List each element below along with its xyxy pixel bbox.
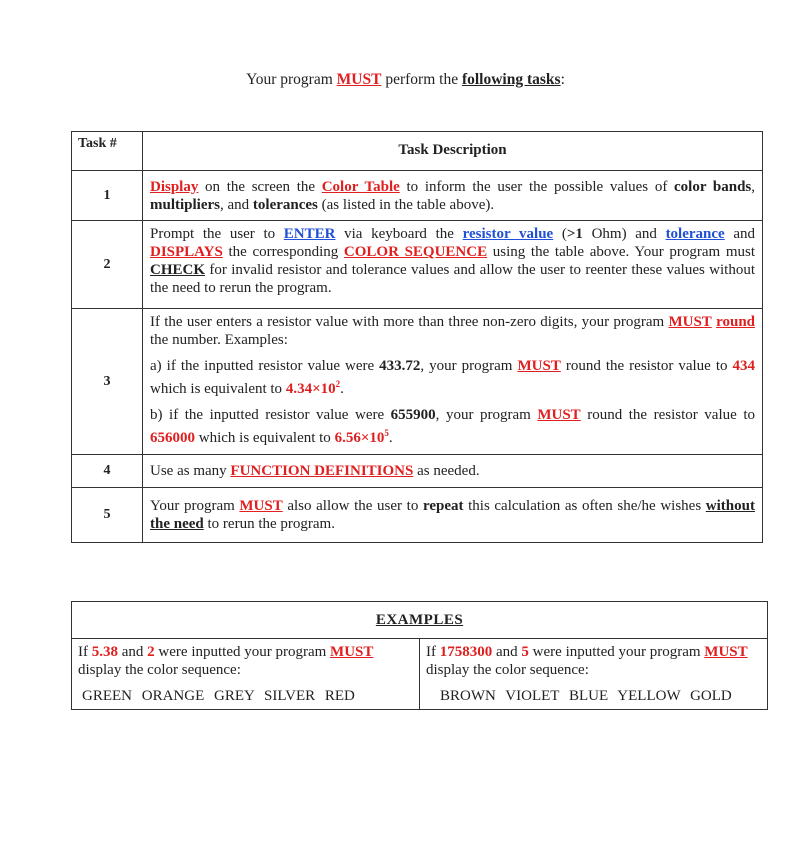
value: 433.72 — [379, 358, 421, 374]
text: b) if the inputted resistor value were — [150, 407, 391, 423]
text: were inputted your program — [528, 644, 705, 660]
text: . — [388, 430, 393, 446]
task-description — [143, 171, 763, 221]
text: display the color sequence: — [426, 662, 589, 678]
task-description — [143, 221, 763, 309]
kw-color-sequence: COLOR SEQUENCE — [343, 244, 488, 260]
text: . — [340, 381, 344, 397]
task-description — [143, 309, 763, 455]
task-row-2 — [72, 221, 763, 309]
text: If the user enters a resistor value with more than three non-zero digits, your program — [150, 314, 669, 330]
kw-tolerances: tolerances — [252, 196, 318, 213]
text: via keyboard the — [335, 226, 463, 242]
text: a) if the inputted resistor value were — [150, 358, 380, 374]
text: and — [492, 644, 522, 660]
text: also allow the user to — [282, 498, 423, 514]
text: display the color sequence: — [78, 662, 241, 678]
text: the number. Examples: — [150, 332, 288, 348]
kw-displays: DISPLAYS — [150, 244, 223, 260]
intro-sentence — [0, 71, 811, 89]
task-number: 4 — [72, 455, 143, 488]
kw-color-table: Color Table — [321, 178, 400, 195]
text: , and — [220, 196, 253, 213]
paragraph — [150, 406, 755, 447]
text: Your program — [150, 498, 240, 514]
text: using the table above. Your program must — [487, 244, 755, 260]
examples-row — [72, 639, 768, 710]
text: , your program — [420, 358, 518, 374]
value: 5.38 — [91, 644, 118, 660]
text: were inputted your program — [154, 644, 331, 660]
text: Prompt the user to — [150, 226, 284, 242]
kw-must: MUST — [704, 644, 748, 660]
task-row-4 — [72, 455, 763, 488]
text: (as listed in the table above). — [317, 196, 495, 213]
text: on the screen the — [198, 178, 322, 195]
text: Ohm) and — [582, 226, 666, 242]
kw-round: round — [716, 314, 756, 330]
kw-tolerance: tolerance — [665, 226, 725, 242]
intro-text: perform the — [381, 71, 462, 88]
examples-title: EXAMPLES — [375, 612, 464, 628]
text: and — [724, 226, 756, 242]
task-number: 5 — [72, 488, 143, 543]
intro-text: : — [560, 71, 565, 88]
text: round the resistor value to — [560, 358, 733, 374]
kw-must: MUST — [330, 644, 374, 660]
kw-must: MUST — [668, 314, 712, 330]
kw-display: Display — [150, 178, 199, 195]
task-row-3 — [72, 309, 763, 455]
examples-title-cell — [72, 602, 768, 639]
text: this calculation as often she/he wishes — [463, 498, 706, 514]
task-row-5 — [72, 488, 763, 543]
kw-multipliers: multipliers — [150, 196, 220, 213]
text: ( — [553, 226, 567, 242]
header-task-description: Task Description — [143, 132, 763, 171]
task-number: 3 — [72, 309, 143, 455]
kw-without-the-need: without the need — [150, 498, 755, 532]
text: Use as many — [150, 463, 231, 479]
example-left — [72, 639, 420, 710]
kw-must: MUST — [537, 407, 581, 423]
kw-check: CHECK — [150, 262, 206, 278]
task-row-1 — [72, 171, 763, 221]
intro-following-tasks: following tasks — [461, 71, 561, 88]
value: 655900 — [390, 407, 436, 423]
examples-table — [71, 601, 768, 710]
text: the corresponding — [222, 244, 344, 260]
kw-must: MUST — [239, 498, 283, 514]
value: 2 — [147, 644, 155, 660]
task-description — [143, 488, 763, 543]
intro-must: MUST — [336, 71, 382, 88]
text: If — [426, 644, 440, 660]
task-table — [71, 131, 763, 543]
value-equivalent: 4.34×10 — [285, 381, 336, 397]
paragraph — [150, 357, 755, 398]
text: and — [118, 644, 148, 660]
example-right — [420, 639, 768, 710]
text: , your program — [435, 407, 538, 423]
color-sequence: GREEN ORANGE GREY SILVER RED — [82, 688, 355, 704]
text: as needed. — [413, 463, 480, 479]
task-number: 1 — [72, 171, 143, 221]
text: which is equivalent to — [150, 381, 286, 397]
text: to rerun the program. — [203, 516, 335, 532]
kw-function-definitions: FUNCTION DEFINITIONS — [230, 463, 414, 479]
task-description — [143, 455, 763, 488]
task-table-header — [72, 132, 763, 171]
intro-text: Your program — [246, 71, 337, 88]
kw-gt1: >1 — [566, 226, 583, 242]
color-sequence: BROWN VIOLET BLUE YELLOW GOLD — [440, 688, 732, 704]
example-description — [78, 643, 413, 679]
exponent: 5 — [384, 428, 389, 438]
kw-resistor-value: resistor value — [462, 226, 554, 242]
kw-enter: ENTER — [283, 226, 336, 242]
text: to inform the user the possible values of — [399, 178, 674, 195]
header-task-number: Task # — [72, 132, 143, 171]
value-equivalent: 6.56×10 — [334, 430, 385, 446]
text: round the resistor value to — [580, 407, 755, 423]
kw-repeat: repeat — [422, 498, 464, 514]
text: for invalid resistor and tolerance values and allow the user to reenter these values without the need to rerun the program. — [150, 262, 755, 296]
text: , — [751, 178, 756, 195]
kw-color-bands: color bands — [674, 178, 752, 195]
value-result: 656000 — [150, 430, 195, 446]
value: 1758300 — [439, 644, 493, 660]
paragraph — [150, 313, 755, 349]
text: If — [78, 644, 92, 660]
kw-must: MUST — [517, 358, 561, 374]
text: which is equivalent to — [195, 430, 335, 446]
value-result: 434 — [732, 358, 755, 374]
value: 5 — [521, 644, 529, 660]
exponent: 2 — [335, 379, 341, 389]
example-description — [426, 643, 761, 679]
examples-header-row — [72, 602, 768, 639]
task-number: 2 — [72, 221, 143, 309]
